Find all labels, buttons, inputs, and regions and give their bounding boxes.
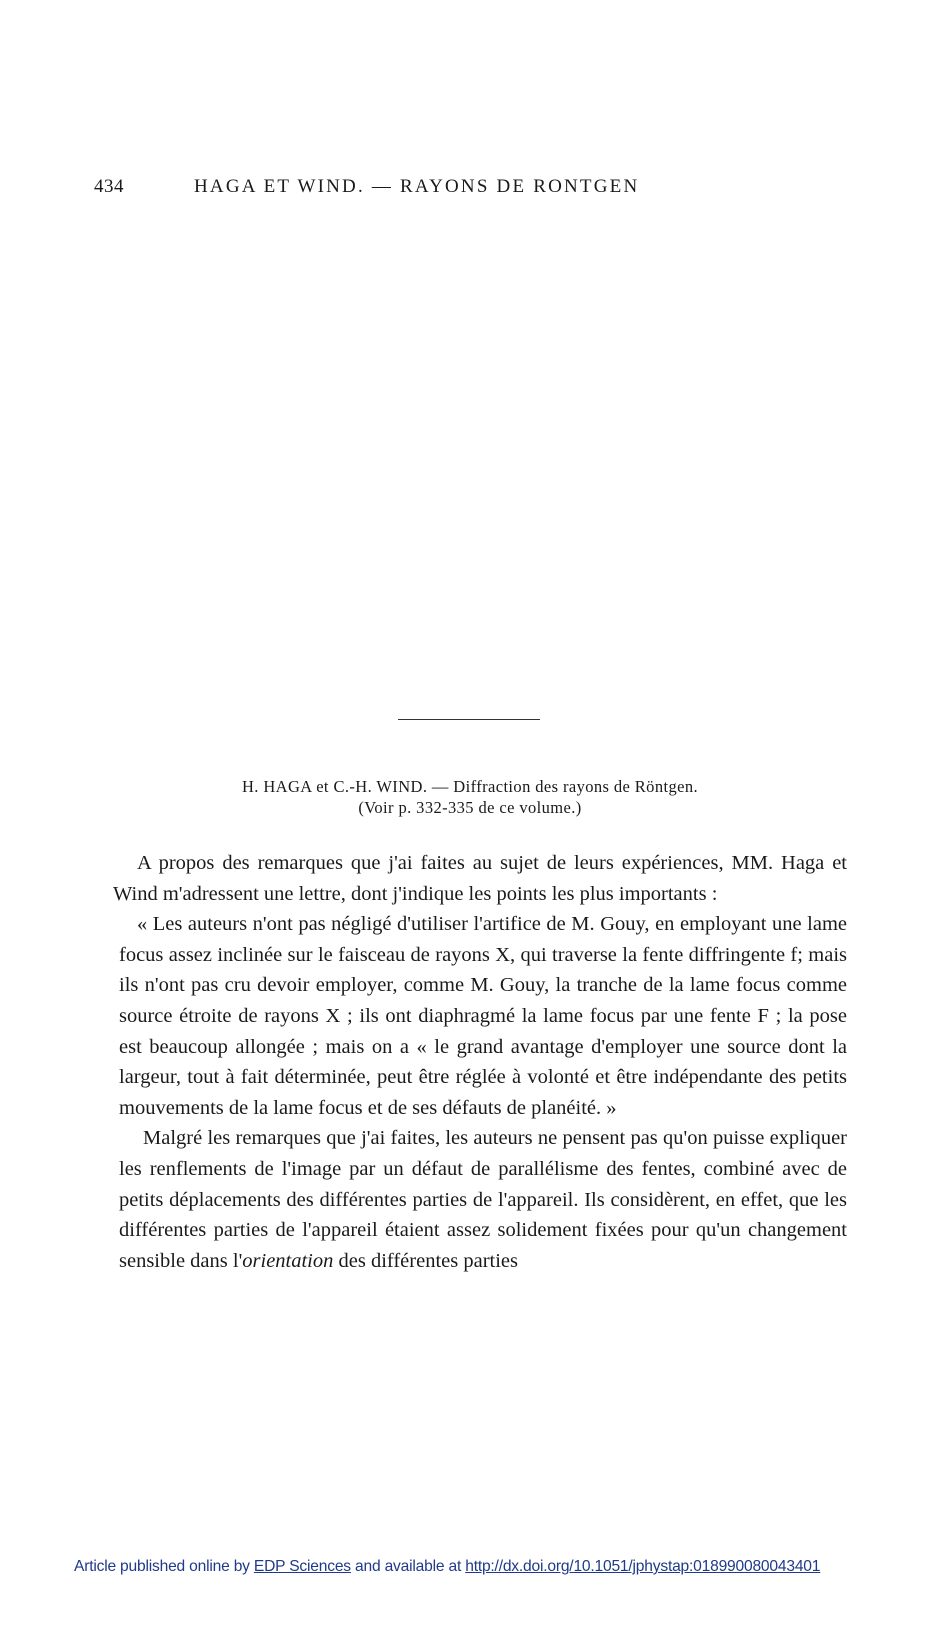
article-reference: (Voir p. 332-335 de ce volume.) <box>358 798 582 817</box>
section-divider <box>398 719 540 720</box>
footer-middle: and available at <box>350 1558 466 1575</box>
doi-link[interactable]: http://dx.doi.org/10.1051/jphystap:018990080043401 <box>465 1558 821 1575</box>
footer-prefix: Article published online by <box>74 1558 254 1575</box>
publisher-link[interactable]: EDP Sciences <box>253 1558 351 1575</box>
paragraph-2-quote: « Les auteurs n'ont pas négligé d'utiliser l'artifice de M. Gouy, en employant une lame focus assez inclinée sur le faisceau de rayons X, qui traverse la fente diffringente f; mais ils n'ont pas cru devoir employer, comme M. Gouy, la tranche de la lame focus comme source étroite de rayons X ; ils ont diaphragmé la lame focus par une fente F ; la pose est beaucoup allongée ; mais on a « le grand avantage d'employer une source dont la largeur, tout à fait déterminée, peut être réglée à volonté et être indépendante des petits mouvements de la lame focus et de ses défauts de planéité. » <box>119 913 847 1119</box>
paragraph-1: A propos des remarques que j'ai faites au sujet de leurs expériences, MM. Haga et Wind m'adressent une lettre, dont j'indique les points les plus importants : <box>113 852 847 905</box>
publication-footer <box>74 1558 926 1576</box>
paragraph-3 <box>113 1123 847 1276</box>
article-heading: H. HAGA et C.-H. WIND. — Diffraction des rayons de Röntgen. <box>241 777 699 796</box>
page-number: 434 <box>94 176 124 197</box>
running-head <box>94 176 854 202</box>
paragraph-3-emphasis: orientation <box>242 1249 334 1272</box>
article-heading-block <box>110 776 830 818</box>
paragraph-3-start: Malgré les remarques que j'ai faites, les auteurs ne pensent pas qu'on puisse expliquer les renflements de l'image par un défaut de parallélisme des fentes, combiné avec de petits déplacements des différentes parties de l'appareil. Ils considèrent, en effet, que les différentes parties de l'appareil étaient assez solidement fixées pour qu'un changement sensible dans l' <box>119 1127 847 1272</box>
body-text <box>113 848 847 1276</box>
paragraph-3-end: des différentes parties <box>333 1249 518 1272</box>
running-title: HAGA ET WIND. — RAYONS DE RONTGEN <box>194 176 640 197</box>
